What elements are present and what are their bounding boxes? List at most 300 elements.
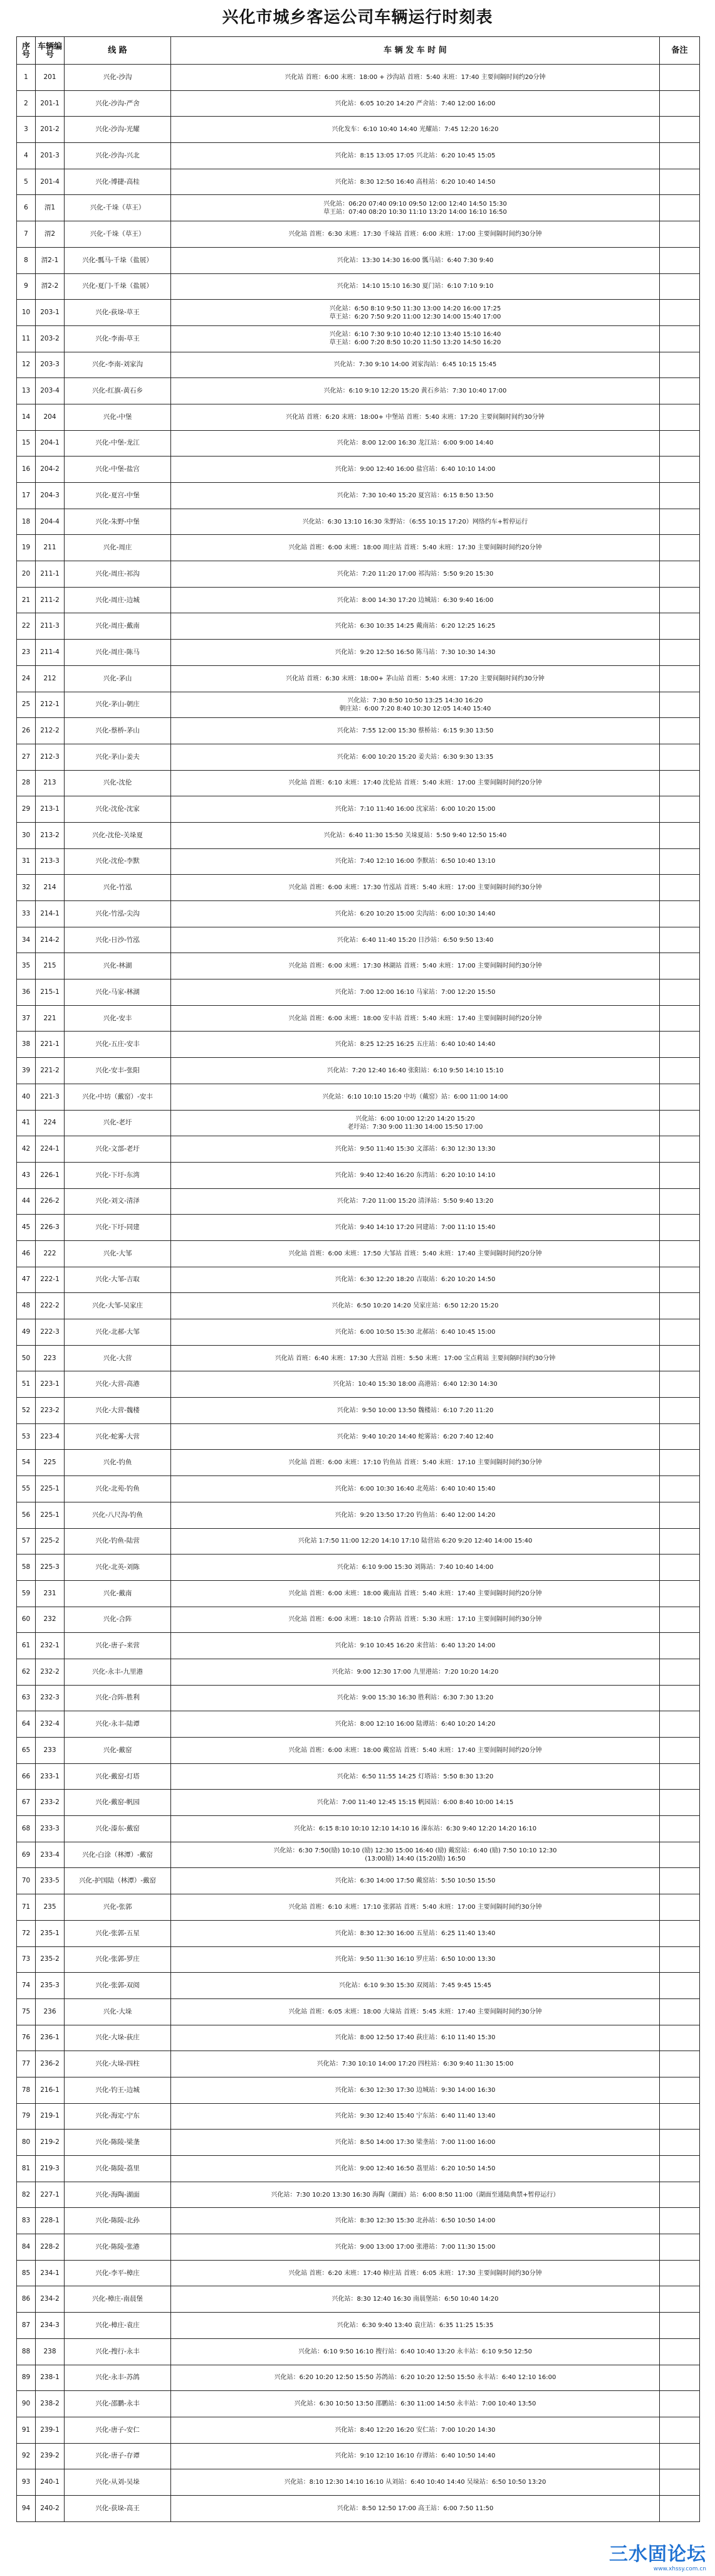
row-seq: 80 xyxy=(17,2130,36,2156)
row-seq: 45 xyxy=(17,1215,36,1241)
row-vehicle-no: 236 xyxy=(36,1998,65,2025)
table-row xyxy=(17,1659,700,1685)
row-seq: 5 xyxy=(17,169,36,195)
row-vehicle-no: 211-3 xyxy=(36,613,65,640)
row-route: 兴化-大邹-吉取 xyxy=(65,1267,171,1293)
table-row xyxy=(17,2130,700,2156)
row-vehicle-no: 225-2 xyxy=(36,1528,65,1555)
row-seq: 20 xyxy=(17,561,36,588)
row-seq: 29 xyxy=(17,796,36,823)
row-schedule: 兴化站 1:7:50 11:00 12:20 14:10 17:10 陆营站 6:20 9:20 12:40 14:00 15:40 xyxy=(171,1528,660,1555)
row-seq: 67 xyxy=(17,1790,36,1816)
row-schedule: 兴化站：8:30 12:30 16:00 五星站：6:25 11:40 13:40 xyxy=(171,1920,660,1946)
row-vehicle-no: 201-3 xyxy=(36,143,65,169)
row-seq: 64 xyxy=(17,1711,36,1738)
row-note xyxy=(660,2103,700,2130)
row-schedule: 兴化站：9:00 15:30 16:30 胜利站：6:30 7:30 13:20 xyxy=(171,1685,660,1711)
table-row xyxy=(17,2391,700,2417)
row-note xyxy=(660,2130,700,2156)
row-vehicle-no: 212-1 xyxy=(36,692,65,718)
row-vehicle-no: 236-1 xyxy=(36,2025,65,2051)
watermark-url: www.xhssy.com.cn xyxy=(653,2566,706,2572)
row-note xyxy=(660,2260,700,2286)
row-vehicle-no: 221 xyxy=(36,1005,65,1032)
row-schedule: 兴化站 首班：6:00 末班：18:00 戴窑站 首班：5:40 末班：17:40 主要间隔时间约20分钟 xyxy=(171,1738,660,1764)
row-schedule: 兴化站：7:30 10:40 15:20 夏宫站：6:15 8:50 13:50 xyxy=(171,483,660,509)
table-row xyxy=(17,195,700,221)
row-note xyxy=(660,1894,700,1921)
row-vehicle-no: 201-1 xyxy=(36,90,65,117)
row-schedule: 兴化站：9:40 10:20 14:40 蛇雾站：6:20 7:40 12:40 xyxy=(171,1423,660,1450)
table-row xyxy=(17,65,700,91)
row-schedule: 兴化站：7:30 8:50 10:50 13:25 14:30 16:20 朝庄站：6:00 7:20 8:40 10:30 12:05 14:40 15:40 xyxy=(171,692,660,718)
row-schedule: 兴化发车：6:10 10:40 14:40 光耀站：7:45 12:20 16:20 xyxy=(171,117,660,143)
row-route: 兴化-护国陆（林潭）-戴窑 xyxy=(65,1868,171,1894)
row-route: 兴化-茅山-朝庄 xyxy=(65,692,171,718)
table-row xyxy=(17,2417,700,2443)
row-schedule: 兴化站：8:10 12:30 14:10 16:10 从刘站：6:40 10:40 14:40 吴垛站：6:50 10:50 13:20 xyxy=(171,2469,660,2496)
row-route: 兴化-邵鹏-永丰 xyxy=(65,2391,171,2417)
table-row xyxy=(17,561,700,588)
row-schedule: 兴化站：8:00 12:00 16:30 龙江站：6:00 9:00 14:40 xyxy=(171,430,660,457)
table-row xyxy=(17,744,700,770)
row-note xyxy=(660,2365,700,2391)
table-row xyxy=(17,1032,700,1058)
row-schedule: 兴化站：7:30 9:10 14:00 刘家沟站：6:45 10:15 15:45 xyxy=(171,352,660,378)
table-row xyxy=(17,404,700,430)
row-schedule: 兴化站：8:00 12:10 16:00 陆谭站：6:40 10:20 14:20 xyxy=(171,1711,660,1738)
row-seq: 83 xyxy=(17,2208,36,2234)
row-route: 兴化-北英-刘陈 xyxy=(65,1555,171,1581)
row-seq: 91 xyxy=(17,2417,36,2443)
row-route: 兴化-八尺沟-钓鱼 xyxy=(65,1502,171,1528)
row-note xyxy=(660,1136,700,1163)
table-row xyxy=(17,640,700,666)
row-schedule: 兴化站：9:00 12:40 16:50 荔里站：6:20 10:50 14:50 xyxy=(171,2156,660,2182)
row-schedule: 兴化站：14:10 15:10 16:30 夏门站：6:10 7:10 9:10 xyxy=(171,273,660,300)
table-row xyxy=(17,1580,700,1607)
row-route: 兴化-周庄-戴南 xyxy=(65,613,171,640)
table-row xyxy=(17,1240,700,1267)
row-route: 兴化-文部-老圩 xyxy=(65,1136,171,1163)
row-seq: 72 xyxy=(17,1920,36,1946)
table-row xyxy=(17,2051,700,2077)
row-seq: 47 xyxy=(17,1267,36,1293)
row-seq: 19 xyxy=(17,535,36,561)
table-row xyxy=(17,457,700,483)
row-seq: 33 xyxy=(17,901,36,927)
row-vehicle-no: 211-4 xyxy=(36,640,65,666)
row-schedule: 兴化站：6:10 9:50 16:10 搜行站：6:40 10:40 13:20 永丰站：6:10 9:50 12:50 xyxy=(171,2338,660,2365)
row-seq: 90 xyxy=(17,2391,36,2417)
row-route: 兴化-樟庄-南晨堡 xyxy=(65,2286,171,2313)
row-note xyxy=(660,1528,700,1555)
row-seq: 21 xyxy=(17,587,36,613)
row-schedule: 兴化站：8:40 12:20 16:20 安仁站：7:00 10:20 14:30 xyxy=(171,2417,660,2443)
table-row xyxy=(17,535,700,561)
row-note xyxy=(660,1240,700,1267)
row-note xyxy=(660,1502,700,1528)
row-seq: 18 xyxy=(17,509,36,535)
header-schedule: 车 辆 发 车 时 间 xyxy=(171,37,660,65)
row-seq: 46 xyxy=(17,1240,36,1267)
row-vehicle-no: 215-1 xyxy=(36,979,65,1006)
row-schedule: 兴化站：6:10 9:00 15:30 刘陈站：7:40 10:40 14:00 xyxy=(171,1555,660,1581)
row-route: 兴化-千垛（草王） xyxy=(65,221,171,248)
row-schedule: 兴化站：6:20 10:20 12:50 15:50 苏鸽站：6:20 10:20 12:50 15:50 永丰站：6:40 12:10 16:00 xyxy=(171,2365,660,2391)
row-vehicle-no: 219-1 xyxy=(36,2103,65,2130)
row-route: 兴化-从刘-吴垛 xyxy=(65,2469,171,2496)
row-note xyxy=(660,404,700,430)
row-route: 兴化-钓鱼-陆营 xyxy=(65,1528,171,1555)
row-schedule: 兴化站：6:50 10:20 14:20 吴家庄站：6:50 12:20 15:20 xyxy=(171,1293,660,1319)
row-vehicle-no: 238-2 xyxy=(36,2391,65,2417)
row-note xyxy=(660,143,700,169)
row-vehicle-no: 223-1 xyxy=(36,1371,65,1398)
table-row xyxy=(17,2234,700,2261)
row-seq: 30 xyxy=(17,822,36,848)
row-route: 兴化-沈伦-李默 xyxy=(65,848,171,875)
row-schedule: 兴化站 首班：6:20 末班：17:40 樟庄站 首班：6:05 末班：17:30 主要间隔时间约30分钟 xyxy=(171,2260,660,2286)
row-schedule: 兴化站：6:40 11:40 15:20 日沙站：6:50 9:50 13:40 xyxy=(171,927,660,953)
table-row xyxy=(17,2156,700,2182)
row-schedule: 兴化站：7:20 11:20 17:00 祁沟站：5:50 9:20 15:30 xyxy=(171,561,660,588)
row-seq: 35 xyxy=(17,953,36,979)
row-schedule: 兴化站：6:30 12:30 17:30 边城站：9:30 14:00 16:30 xyxy=(171,2077,660,2103)
row-note xyxy=(660,1555,700,1581)
row-note xyxy=(660,1005,700,1032)
row-note xyxy=(660,1946,700,1973)
row-vehicle-no: 203-1 xyxy=(36,300,65,326)
table-row xyxy=(17,1790,700,1816)
row-route: 兴化-周庄-边城 xyxy=(65,587,171,613)
table-row xyxy=(17,1476,700,1502)
row-seq: 4 xyxy=(17,143,36,169)
table-row xyxy=(17,1607,700,1633)
row-seq: 52 xyxy=(17,1398,36,1424)
table-row xyxy=(17,1267,700,1293)
row-seq: 7 xyxy=(17,221,36,248)
row-vehicle-no: 226-3 xyxy=(36,1215,65,1241)
row-vehicle-no: 234-1 xyxy=(36,2260,65,2286)
row-note xyxy=(660,718,700,744)
row-schedule: 兴化站 首班：6:00 末班：18:00 + 沙沟站 首班：5:40 末班：17:40 主要间隔时间约20分钟 xyxy=(171,65,660,91)
row-seq: 81 xyxy=(17,2156,36,2182)
row-schedule: 兴化站：9:10 12:10 16:10 存谭站：6:40 10:50 14:40 xyxy=(171,2443,660,2469)
table-row xyxy=(17,2338,700,2365)
row-vehicle-no: 236-2 xyxy=(36,2051,65,2077)
row-route: 兴化-钓鱼 xyxy=(65,1450,171,1476)
row-schedule: 兴化站：9:50 11:30 16:10 罗庄站：6:50 10:00 13:30 xyxy=(171,1946,660,1973)
row-vehicle-no: 224-1 xyxy=(36,1136,65,1163)
row-note xyxy=(660,430,700,457)
row-route: 兴化-白涂（林潭）-戴窑 xyxy=(65,1842,171,1868)
row-note xyxy=(660,692,700,718)
row-vehicle-no: 214-1 xyxy=(36,901,65,927)
row-route: 兴化-陈陵-梁垄 xyxy=(65,2130,171,2156)
table-row xyxy=(17,2208,700,2234)
table-row xyxy=(17,2495,700,2521)
timetable xyxy=(16,36,700,2522)
row-route: 兴化-合阵 xyxy=(65,1607,171,1633)
row-route: 兴化-合阵-胜利 xyxy=(65,1685,171,1711)
row-vehicle-no: 239-2 xyxy=(36,2443,65,2469)
row-schedule: 兴化站：7:30 10:10 14:00 17:20 四柱站：6:30 9:40 11:30 15:00 xyxy=(171,2051,660,2077)
table-row xyxy=(17,1319,700,1346)
row-schedule: 兴化站：7:30 10:20 13:30 16:30 海陶（湖面）站：6:00 8:50 11:00（湖面至通陆典禁+暂停运行） xyxy=(171,2182,660,2208)
row-schedule: 兴化站：8:25 12:25 16:25 五庄站：6:40 10:40 14:40 xyxy=(171,1032,660,1058)
row-note xyxy=(660,2338,700,2365)
row-seq: 61 xyxy=(17,1633,36,1659)
row-seq: 14 xyxy=(17,404,36,430)
row-note xyxy=(660,1973,700,1999)
row-seq: 38 xyxy=(17,1032,36,1058)
row-schedule: 兴化站 首班：6:00 末班：17:10 钓鱼站 首班：5:40 末班：17:10 主要间隔时间约30分钟 xyxy=(171,1450,660,1476)
table-row xyxy=(17,718,700,744)
row-schedule: 兴化站 首班：6:00 末班：17:30 竹泓站 首班：5:40 末班：17:00 主要间隔时间约30分钟 xyxy=(171,875,660,901)
row-schedule: 兴化站 首班：6:30 末班：17:30 千垛站 首班：6:00 末班：17:00 主要间隔时间约30分钟 xyxy=(171,221,660,248)
row-vehicle-no: 213-3 xyxy=(36,848,65,875)
row-route: 兴化-李南-刘家沟 xyxy=(65,352,171,378)
row-note xyxy=(660,117,700,143)
row-schedule: 兴化站：6:30 10:50 13:50 邵鹏站：6:30 11:00 14:50 永丰站：7:00 10:40 13:50 xyxy=(171,2391,660,2417)
row-seq: 15 xyxy=(17,430,36,457)
row-seq: 77 xyxy=(17,2051,36,2077)
row-vehicle-no: 225-3 xyxy=(36,1555,65,1581)
row-note xyxy=(660,2025,700,2051)
row-route: 兴化-大营 xyxy=(65,1345,171,1371)
row-note xyxy=(660,1998,700,2025)
row-note xyxy=(660,2077,700,2103)
row-route: 兴化-大营-魏楼 xyxy=(65,1398,171,1424)
row-route: 兴化-永丰-九里港 xyxy=(65,1659,171,1685)
row-vehicle-no: 228-1 xyxy=(36,2208,65,2234)
row-vehicle-no: 渭1 xyxy=(36,195,65,221)
row-seq: 82 xyxy=(17,2182,36,2208)
row-note xyxy=(660,1580,700,1607)
row-route: 兴化-戴窑-帆园 xyxy=(65,1790,171,1816)
row-note xyxy=(660,1633,700,1659)
row-schedule: 兴化站：9:20 12:50 16:50 陈马站：7:30 10:30 14:30 xyxy=(171,640,660,666)
row-seq: 76 xyxy=(17,2025,36,2051)
row-vehicle-no: 201 xyxy=(36,65,65,91)
row-schedule: 兴化站：06:20 07:40 09:10 09:50 12:00 12:40 14:50 15:30 草王站：07:40 08:20 10:30 11:10 13:20 14:00 16:10 16:50 xyxy=(171,195,660,221)
row-route: 兴化-千垛（草王） xyxy=(65,195,171,221)
page-title: 兴化市城乡客运公司车辆运行时刻表 xyxy=(222,8,493,27)
row-vehicle-no: 203-2 xyxy=(36,325,65,352)
row-vehicle-no: 渭2-2 xyxy=(36,273,65,300)
table-row xyxy=(17,927,700,953)
row-note xyxy=(660,2469,700,2496)
row-vehicle-no: 222-1 xyxy=(36,1267,65,1293)
row-note xyxy=(660,1868,700,1894)
row-route: 兴化-沙沟-光耀 xyxy=(65,117,171,143)
row-vehicle-no: 203-3 xyxy=(36,352,65,378)
row-note xyxy=(660,1790,700,1816)
row-route: 兴化-戴窑 xyxy=(65,1738,171,1764)
row-vehicle-no: 222 xyxy=(36,1240,65,1267)
row-route: 兴化-沙沟-兴北 xyxy=(65,143,171,169)
row-vehicle-no: 225 xyxy=(36,1450,65,1476)
row-route: 兴化-中堡-龙江 xyxy=(65,430,171,457)
row-route: 兴化-钓王-边城 xyxy=(65,2077,171,2103)
row-seq: 55 xyxy=(17,1476,36,1502)
row-route: 兴化-戴窑-灯塔 xyxy=(65,1763,171,1790)
table-row xyxy=(17,221,700,248)
row-route: 兴化-夏门-千垛（盐展） xyxy=(65,273,171,300)
row-vehicle-no: 235-2 xyxy=(36,1946,65,1973)
row-note xyxy=(660,1188,700,1215)
row-vehicle-no: 235-1 xyxy=(36,1920,65,1946)
row-vehicle-no: 221-2 xyxy=(36,1058,65,1084)
row-vehicle-no: 221-1 xyxy=(36,1032,65,1058)
row-note xyxy=(660,901,700,927)
row-seq: 62 xyxy=(17,1659,36,1685)
row-schedule: 兴化站：6:50 8:10 9:50 11:30 13:00 14:20 16:00 17:25 草王站：6:20 7:50 9:20 11:00 12:30 14:00 15:40 17:00 xyxy=(171,300,660,326)
row-seq: 27 xyxy=(17,744,36,770)
row-note xyxy=(660,1345,700,1371)
table-row xyxy=(17,509,700,535)
row-note xyxy=(660,509,700,535)
row-seq: 24 xyxy=(17,665,36,692)
row-vehicle-no: 231 xyxy=(36,1580,65,1607)
table-row xyxy=(17,273,700,300)
row-schedule: 兴化站：6:30 9:40 13:40 袁庄站：6:35 11:25 15:35 xyxy=(171,2313,660,2339)
row-schedule: 兴化站：8:00 12:50 17:40 荻庄站：6:10 11:40 15:30 xyxy=(171,2025,660,2051)
table-row xyxy=(17,300,700,326)
row-route: 兴化-日沙-竹泓 xyxy=(65,927,171,953)
row-route: 兴化-茅山 xyxy=(65,665,171,692)
row-schedule: 兴化站：8:15 13:05 17:05 兴北站：6:20 10:45 15:05 xyxy=(171,143,660,169)
table-row xyxy=(17,1920,700,1946)
row-route: 兴化-唐子-来营 xyxy=(65,1633,171,1659)
row-note xyxy=(660,221,700,248)
table-row xyxy=(17,247,700,273)
row-route: 兴化-蛇雾-大营 xyxy=(65,1423,171,1450)
row-schedule: 兴化站：7:55 12:00 15:30 蔡桥站：6:15 9:30 13:50 xyxy=(171,718,660,744)
row-vehicle-no: 233-1 xyxy=(36,1763,65,1790)
table-row xyxy=(17,692,700,718)
row-schedule: 兴化站：9:00 12:30 17:00 九里港站：7:20 10:20 14:20 xyxy=(171,1659,660,1685)
row-seq: 3 xyxy=(17,117,36,143)
row-note xyxy=(660,875,700,901)
row-note xyxy=(660,613,700,640)
table-row xyxy=(17,90,700,117)
row-note xyxy=(660,1398,700,1424)
row-schedule: 兴化站：6:30 12:20 18:20 吉取站：6:20 10:20 14:50 xyxy=(171,1267,660,1293)
table-row xyxy=(17,1973,700,1999)
row-route: 兴化-获垛-高王 xyxy=(65,2495,171,2521)
row-seq: 51 xyxy=(17,1371,36,1398)
table-row xyxy=(17,1345,700,1371)
row-vehicle-no: 204-3 xyxy=(36,483,65,509)
row-note xyxy=(660,247,700,273)
table-row xyxy=(17,1894,700,1921)
row-note xyxy=(660,2443,700,2469)
row-note xyxy=(660,535,700,561)
row-vehicle-no: 213-1 xyxy=(36,796,65,823)
row-seq: 16 xyxy=(17,457,36,483)
table-row xyxy=(17,848,700,875)
row-schedule: 兴化站：7:10 11:40 16:00 沈家站：6:00 10:20 15:00 xyxy=(171,796,660,823)
row-route: 兴化-博捷-高桂 xyxy=(65,169,171,195)
row-route: 兴化-夏宫-中堡 xyxy=(65,483,171,509)
row-schedule: 兴化站 首班：6:00 末班：18:00 周庄站 首班：5:40 末班：17:30 主要间隔时间约20分钟 xyxy=(171,535,660,561)
row-schedule: 兴化站 首班：6:10 末班：17:10 张郭站 首班：5:40 末班：17:00 主要间隔时间约30分钟 xyxy=(171,1894,660,1921)
row-schedule: 兴化站 首班：6:00 末班：17:30 林湖站 首班：5:40 末班：17:00 主要间隔时间约30分钟 xyxy=(171,953,660,979)
row-seq: 39 xyxy=(17,1058,36,1084)
table-row xyxy=(17,1946,700,1973)
row-vehicle-no: 223-2 xyxy=(36,1398,65,1424)
row-seq: 71 xyxy=(17,1894,36,1921)
row-schedule: 兴化站：6:00 10:20 15:20 姜夫站：6:30 9:30 13:35 xyxy=(171,744,660,770)
row-route: 兴化-张郭-五星 xyxy=(65,1920,171,1946)
table-row xyxy=(17,587,700,613)
row-seq: 60 xyxy=(17,1607,36,1633)
row-route: 兴化-永丰-陆谭 xyxy=(65,1711,171,1738)
row-route: 兴化-唐子-存谭 xyxy=(65,2443,171,2469)
row-note xyxy=(660,65,700,91)
row-vehicle-no: 204 xyxy=(36,404,65,430)
row-vehicle-no: 213 xyxy=(36,770,65,796)
table-row xyxy=(17,1998,700,2025)
row-route: 兴化-红旗-黄石乡 xyxy=(65,378,171,404)
row-seq: 86 xyxy=(17,2286,36,2313)
row-note xyxy=(660,2313,700,2339)
row-vehicle-no: 213-2 xyxy=(36,822,65,848)
row-route: 兴化-中堡 xyxy=(65,404,171,430)
row-note xyxy=(660,352,700,378)
row-route: 兴化-戴南 xyxy=(65,1580,171,1607)
row-note xyxy=(660,1110,700,1136)
row-vehicle-no: 233-2 xyxy=(36,1790,65,1816)
row-seq: 73 xyxy=(17,1946,36,1973)
row-route: 兴化-马家-林湖 xyxy=(65,979,171,1006)
row-route: 兴化-搜行-永丰 xyxy=(65,2338,171,2365)
row-seq: 85 xyxy=(17,2260,36,2286)
row-schedule: 兴化站：9:20 13:50 17:20 钓鱼站：6:40 12:00 14:20 xyxy=(171,1502,660,1528)
table-row xyxy=(17,1555,700,1581)
row-route: 兴化-北郝-大邹 xyxy=(65,1319,171,1346)
row-route: 兴化-刘文-清泽 xyxy=(65,1188,171,1215)
table-row xyxy=(17,1188,700,1215)
row-schedule: 兴化站：6:10 9:30 15:30 双阅站：7:45 9:45 15:45 xyxy=(171,1973,660,1999)
row-note xyxy=(660,561,700,588)
row-route: 兴化-沙沟 xyxy=(65,65,171,91)
table-row xyxy=(17,1842,700,1868)
row-vehicle-no: 212-3 xyxy=(36,744,65,770)
row-seq: 8 xyxy=(17,247,36,273)
row-seq: 87 xyxy=(17,2313,36,2339)
table-row xyxy=(17,2077,700,2103)
table-header-row xyxy=(17,37,700,65)
row-vehicle-no: 234-3 xyxy=(36,2313,65,2339)
row-seq: 36 xyxy=(17,979,36,1006)
row-schedule: 兴化站：6:50 11:55 14:25 灯塔站：5:50 8:30 13:20 xyxy=(171,1763,660,1790)
row-route: 兴化-安丰 xyxy=(65,1005,171,1032)
row-note xyxy=(660,325,700,352)
table-row xyxy=(17,1502,700,1528)
row-note xyxy=(660,1607,700,1633)
row-note xyxy=(660,1319,700,1346)
table-row xyxy=(17,1293,700,1319)
table-row xyxy=(17,430,700,457)
row-schedule: 兴化站 首班：6:00 末班：18:10 合阵站 首班：5:30 末班：17:10 主要间隔时间约30分钟 xyxy=(171,1607,660,1633)
row-seq: 66 xyxy=(17,1763,36,1790)
row-route: 兴化-下圩-东湾 xyxy=(65,1162,171,1188)
row-route: 兴化-大垛-四柱 xyxy=(65,2051,171,2077)
row-seq: 1 xyxy=(17,65,36,91)
